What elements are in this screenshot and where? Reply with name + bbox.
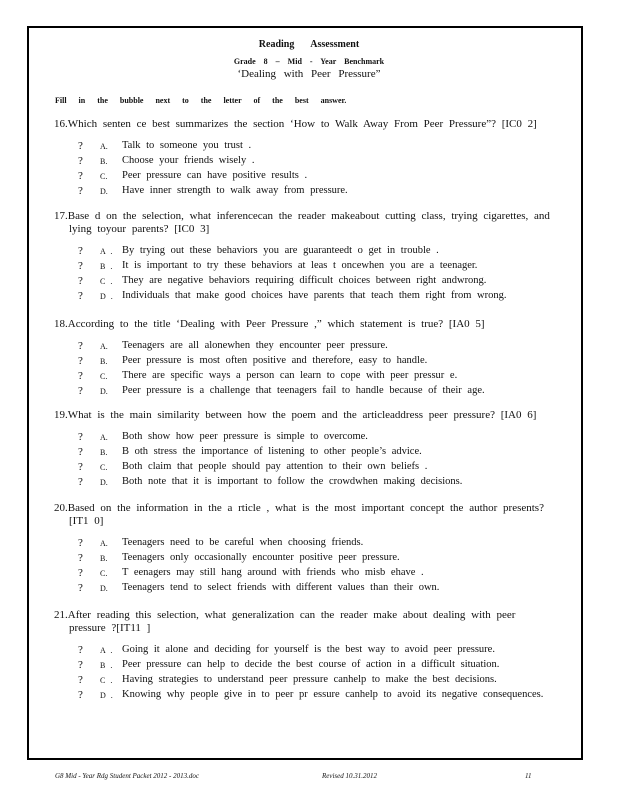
question-stem: 18.According to the title ‘Dealing with Peer Pressure ,” which statement is true? [IA0 5] bbox=[54, 318, 485, 330]
question bbox=[54, 210, 554, 304]
option-letter: A. bbox=[100, 142, 108, 151]
answer-bubble[interactable]: ? bbox=[78, 552, 83, 564]
option-letter: C. bbox=[100, 372, 108, 381]
answer-option[interactable] bbox=[78, 688, 554, 703]
question bbox=[54, 609, 554, 703]
option-letter: C. bbox=[100, 172, 108, 181]
option-letter: B. bbox=[100, 448, 108, 457]
answer-options bbox=[78, 244, 554, 304]
option-text: Teenagers only occasionally encounter positive peer pressure. bbox=[122, 552, 400, 563]
instructions: Fill in the bubble next to the letter of the best answer. bbox=[55, 96, 347, 105]
answer-options bbox=[78, 643, 554, 703]
question-stem: 19.What is the main similarity between how the poem and the articleaddress peer pressure? [IA0 6] bbox=[54, 409, 537, 421]
answer-option[interactable] bbox=[78, 274, 554, 289]
option-text: They are negative behaviors requiring difficult choices between right andwrong. bbox=[122, 275, 487, 286]
question-stem: 20.Based on the information in the a rticle , what is the most important concept the author presents? [IT1 0] bbox=[54, 502, 544, 527]
answer-option[interactable] bbox=[78, 475, 554, 490]
answer-option[interactable] bbox=[78, 643, 554, 658]
answer-bubble[interactable]: ? bbox=[78, 340, 83, 352]
option-text: T eenagers may still hang around with friends who misb ehave . bbox=[122, 567, 424, 578]
option-text: Individuals that make good choices have parents that teach them right from wrong. bbox=[122, 290, 507, 301]
option-text: Having strategies to understand peer pressure canhelp to make the best decisions. bbox=[122, 674, 497, 685]
option-text: Choose your friends wisely . bbox=[122, 155, 255, 166]
option-letter: B. bbox=[100, 157, 108, 166]
option-text: Have inner strength to walk away from pressure. bbox=[122, 185, 348, 196]
answer-option[interactable] bbox=[78, 658, 554, 673]
answer-options bbox=[78, 339, 554, 399]
option-text: Peer pressure is most often positive and therefore, easy to handle. bbox=[122, 355, 428, 366]
option-text: Both show how peer pressure is simple to overcome. bbox=[122, 431, 368, 442]
question bbox=[54, 318, 554, 399]
footer-file: G8 Mid - Year Rdg Student Packet 2012 - 2013.doc bbox=[55, 772, 199, 780]
option-letter: A. bbox=[100, 433, 108, 442]
answer-option[interactable] bbox=[78, 169, 554, 184]
answer-option[interactable] bbox=[78, 139, 554, 154]
answer-option[interactable] bbox=[78, 244, 554, 259]
answer-options bbox=[78, 139, 554, 199]
answer-options bbox=[78, 430, 554, 490]
option-text: Both claim that people should pay attention to their own beliefs . bbox=[122, 461, 428, 472]
page-title: Reading Assessment bbox=[258, 39, 360, 50]
answer-bubble[interactable]: ? bbox=[78, 476, 83, 488]
answer-option[interactable] bbox=[78, 339, 554, 354]
answer-bubble[interactable]: ? bbox=[78, 260, 83, 272]
answer-bubble[interactable]: ? bbox=[78, 446, 83, 458]
option-letter: A . bbox=[100, 646, 113, 655]
answer-bubble[interactable]: ? bbox=[78, 567, 83, 579]
answer-option[interactable] bbox=[78, 536, 554, 551]
option-text: Peer pressure can help to decide the best course of action in a difficult situation. bbox=[122, 659, 500, 670]
answer-option[interactable] bbox=[78, 354, 554, 369]
answer-option[interactable] bbox=[78, 154, 554, 169]
question-stem: 16.Which senten ce best summarizes the section ‘How to Walk Away From Peer Pressure”? [IC0 2] bbox=[54, 118, 537, 130]
option-text: Teenagers tend to select friends with different values than their own. bbox=[122, 582, 440, 593]
option-text: By trying out these behaviors you are guaranteedt o get in trouble . bbox=[122, 245, 439, 256]
option-text: Going it alone and deciding for yourself is the best way to avoid peer pressure. bbox=[122, 644, 495, 655]
option-text: Teenagers are all alonewhen they encounter peer pressure. bbox=[122, 340, 388, 351]
footer-revised: Revised 10.31.2012 bbox=[322, 772, 378, 780]
option-letter: D. bbox=[100, 584, 108, 593]
option-letter: B . bbox=[100, 262, 113, 271]
question-stem: 17.Base d on the selection, what inferencecan the reader makeabout cutting class, trying cigarettes, and lying toyour parents? [IC0 3] bbox=[54, 210, 550, 235]
answer-bubble[interactable]: ? bbox=[78, 689, 83, 701]
answer-bubble[interactable]: ? bbox=[78, 275, 83, 287]
answer-bubble[interactable]: ? bbox=[78, 170, 83, 182]
option-text: There are specific ways a person can learn to cope with peer pressur e. bbox=[122, 370, 458, 381]
answer-bubble[interactable]: ? bbox=[78, 245, 83, 257]
answer-option[interactable] bbox=[78, 581, 554, 596]
option-letter: B. bbox=[100, 357, 108, 366]
answer-option[interactable] bbox=[78, 566, 554, 581]
option-text: Peer pressure can have positive results . bbox=[122, 170, 308, 181]
option-text: B oth stress the importance of listening to other people’s advice. bbox=[122, 446, 422, 457]
option-letter: D . bbox=[100, 691, 113, 700]
page-subtitle: Grade 8 – Mid - Year Benchmark bbox=[233, 57, 385, 66]
question bbox=[54, 502, 554, 596]
answer-bubble[interactable]: ? bbox=[78, 659, 83, 671]
question bbox=[54, 409, 554, 490]
answer-option[interactable] bbox=[78, 673, 554, 688]
question bbox=[54, 118, 554, 199]
option-letter: C . bbox=[100, 277, 113, 286]
answer-bubble[interactable]: ? bbox=[78, 431, 83, 443]
answer-option[interactable] bbox=[78, 384, 554, 399]
option-text: Both note that it is important to follow the crowdwhen making decisions. bbox=[122, 476, 463, 487]
answer-bubble[interactable]: ? bbox=[78, 290, 83, 302]
option-letter: C . bbox=[100, 676, 113, 685]
answer-bubble[interactable]: ? bbox=[78, 140, 83, 152]
question-stem: 21.After reading this selection, what generalization can the reader make about dealing with peer pressure ?[IT11 ] bbox=[54, 609, 516, 634]
answer-options bbox=[78, 536, 554, 596]
option-text: Knowing why people give in to peer pr essure canhelp to avoid its negative consequences. bbox=[122, 689, 544, 700]
answer-bubble[interactable]: ? bbox=[78, 674, 83, 686]
answer-option[interactable] bbox=[78, 430, 554, 445]
answer-option[interactable] bbox=[78, 460, 554, 475]
option-letter: D. bbox=[100, 387, 108, 396]
answer-bubble[interactable]: ? bbox=[78, 370, 83, 382]
answer-bubble[interactable]: ? bbox=[78, 355, 83, 367]
answer-option[interactable] bbox=[78, 259, 554, 274]
answer-bubble[interactable]: ? bbox=[78, 582, 83, 594]
answer-bubble[interactable]: ? bbox=[78, 155, 83, 167]
option-letter: B . bbox=[100, 661, 113, 670]
answer-option[interactable] bbox=[78, 551, 554, 566]
answer-bubble[interactable]: ? bbox=[78, 537, 83, 549]
option-letter: A. bbox=[100, 342, 108, 351]
option-text: Talk to someone you trust . bbox=[122, 140, 252, 151]
option-text: Teenagers need to be careful when choosing friends. bbox=[122, 537, 364, 548]
answer-option[interactable] bbox=[78, 445, 554, 460]
option-letter: D. bbox=[100, 187, 108, 196]
answer-option[interactable] bbox=[78, 369, 554, 384]
answer-option[interactable] bbox=[78, 184, 554, 199]
option-letter: D. bbox=[100, 478, 108, 487]
answer-bubble[interactable]: ? bbox=[78, 461, 83, 473]
option-text: It is important to try these behaviors at leas t oncewhen you are a teenager. bbox=[122, 260, 478, 271]
option-letter: A . bbox=[100, 247, 113, 256]
option-letter: C. bbox=[100, 463, 108, 472]
answer-bubble[interactable]: ? bbox=[78, 644, 83, 656]
option-letter: A. bbox=[100, 539, 108, 548]
option-letter: D . bbox=[100, 292, 113, 301]
option-letter: C. bbox=[100, 569, 108, 578]
selection-title: ‘Dealing with Peer Pressure” bbox=[237, 68, 381, 80]
option-letter: B. bbox=[100, 554, 108, 563]
answer-bubble[interactable]: ? bbox=[78, 385, 83, 397]
page-number: 11 bbox=[525, 772, 532, 780]
answer-option[interactable] bbox=[78, 289, 554, 304]
option-text: Peer pressure is a challenge that teenagers fail to handle because of their age. bbox=[122, 385, 485, 396]
answer-bubble[interactable]: ? bbox=[78, 185, 83, 197]
